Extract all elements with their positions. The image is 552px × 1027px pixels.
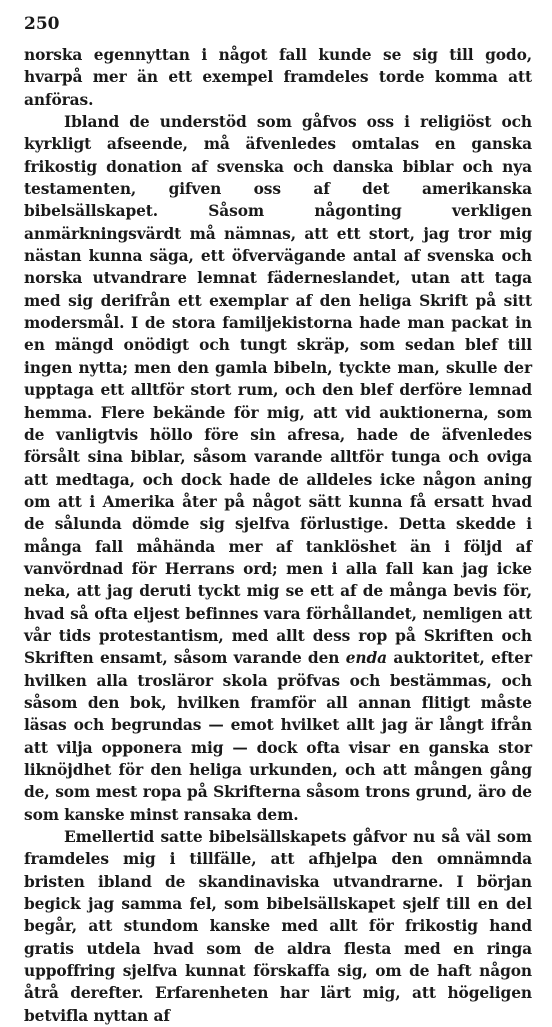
paragraph-bible-donation [24, 111, 532, 826]
paragraph-bible-society-gifts: Emellertid satte bibelsällskapets gåfvor nu så väl som framdeles mig i tillfälle, att afhjelpa den omnämnda bristen ibland de skandinaviska utvandrarne. I början begick jag samma fel, som bibelsällskapet sjelf till en del begår, att stundom kanske med allt för frikostig hand gratis utdela hvad som de aldra flesta med en ringa uppoffring sjelfva kunnat förskaffa sig, om de haft någon åtrå derefter. Erfarenheten har lärt mig, att högeligen betvifla nyttan af [24, 828, 532, 1025]
paragraph-text-after: auktoritet, efter hvilken alla trosläror skola pröfvas och bestämmas, och såsom den bok, hvilken framför all annan flitigt måste läsas och begrundas — emot hvilket allt jag är långt ifrån att vilja opponera mig — dock ofta visar en ganska stor liknöjdhet för den heliga urkunden, och att mången gång de, som mest ropa på Skrifterna såsom trons grund, äro de som kanske minst ransaka dem. [24, 649, 532, 824]
paragraph-text: Ibland de understöd som gåfvos oss i religiöst och kyrkligt afseende, må äfvenledes omtalas en ganska frikostig donation af svenska och danska biblar och nya testamenten, gifven oss af det amerikanska bibelsällskapet. Såsom någonting verkligen anmärkningsvärdt må nämnas, att ett stort, jag tror mig nästan kunna säga, ett öfvervägande antal af svenska och norska utvandrare lemnat fäderneslandet, utan att taga med sig derifrån ett exemplar af den heliga Skrift på sitt modersmål. I de stora familjekistorna hade man packat in en mängd onödigt och tungt skräp, som sedan blef till ingen nytta; men den gamla bibeln, tyckte man, skulle der upptaga ett alltför stort rum, och den blef derföre lemnad hemma. Flere bekände för mig, att vid auktionerna, som de vanligtvis höllo före sin afresa, hade de äfvenledes försålt sina biblar, såsom varande alltför tunga och oviga att medtaga, och dock hade de alldeles icke någon aning om att i Amerika åter på något sätt kunna få ersatt hvad de sålunda dömde sig sjelfva förlustige. Detta skedde i många fall måhända mer af tanklöshet än i följd af vanvördnad för Herrans ord; men i alla fall kan jag icke neka, att jag deruti tyckt mig se ett af de många bevis för, hvad så ofta eljest befinnes vara förhållandet, nemligen att vår tids protestantism, med allt dess rop på Skriften och Skriften ensamt, såsom varande den [24, 113, 532, 668]
emphasized-word: enda [345, 649, 388, 668]
paragraph-continuation: norska egennyttan i något fall kunde se sig till godo, hvarpå mer än ett exempel framdeles torde komma att anföras. [24, 46, 532, 109]
page-number: 250 [24, 14, 60, 34]
